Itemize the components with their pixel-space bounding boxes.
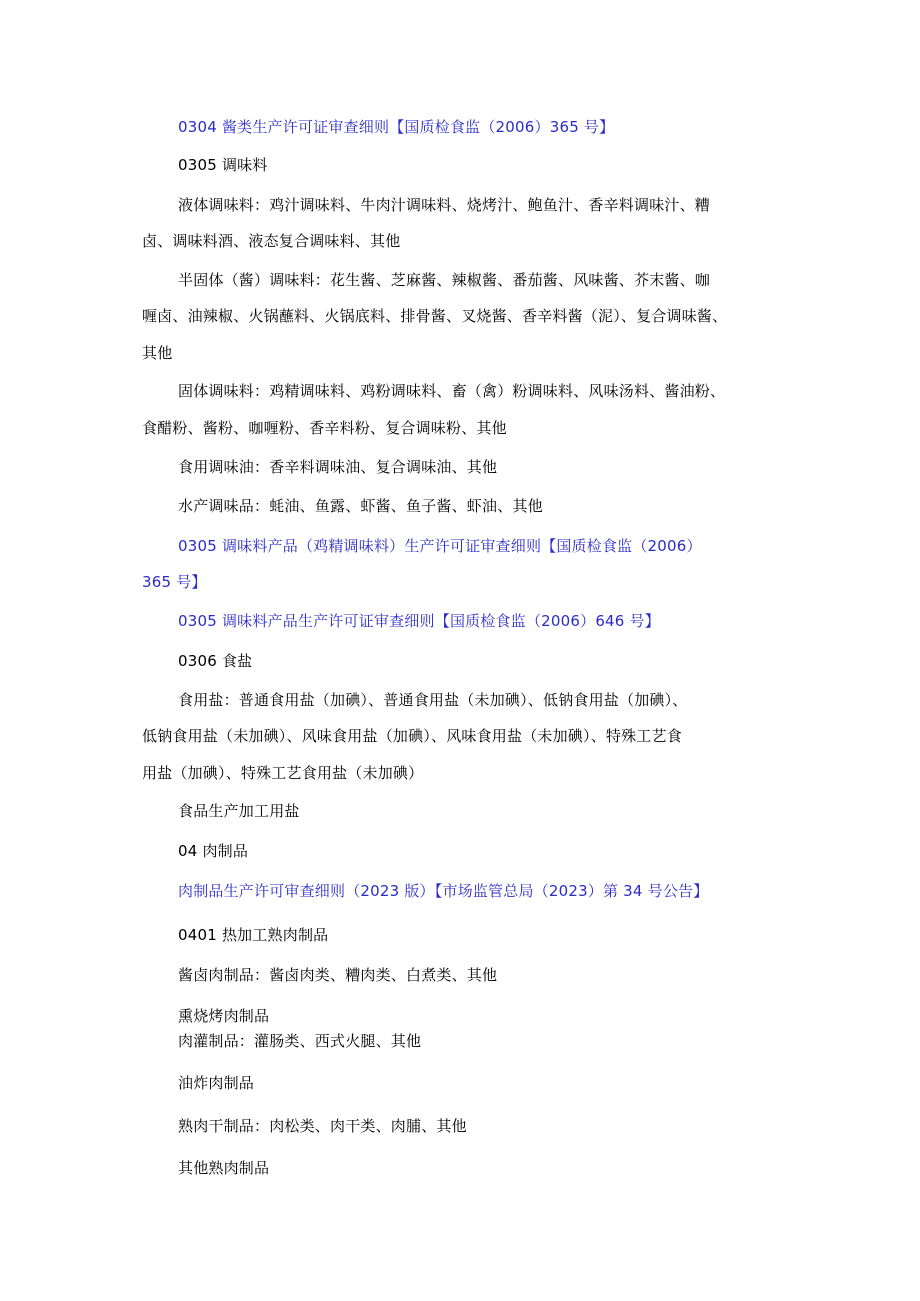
text-processing-salt: 食品生产加工用盐 [178, 802, 300, 820]
link-meat-products-rules[interactable]: 肉制品生产许可审查细则（2023 版）【市场监管总局（2023）第 34 号公告】 [178, 882, 709, 900]
text-semisolid-seasoning-cont: 喱卤、油辣椒、火锅蘸料、火锅底料、排骨酱、叉烧酱、香辛料酱（泥）、复合调味酱、 [142, 307, 728, 325]
text-semisolid-seasoning-end: 其他 [142, 344, 173, 362]
text-dried-meat: 熟肉干制品：肉松类、肉干类、肉脯、其他 [178, 1117, 467, 1135]
heading-0306-salt: 0306 食盐 [178, 652, 253, 670]
text-liquid-seasoning: 液体调味料：鸡汁调味料、牛肉汁调味料、烧烤汁、鲍鱼汁、香辛料调味汁、糟 [178, 196, 711, 214]
text-semisolid-seasoning: 半固体（酱）调味料：花生酱、芝麻酱、辣椒酱、番茄酱、风味酱、芥末酱、咖 [178, 271, 711, 289]
text-braised-meat: 酱卤肉制品：酱卤肉类、糟肉类、白煮类、其他 [178, 966, 498, 984]
text-solid-seasoning-cont: 食醋粉、酱粉、咖喱粉、香辛料粉、复合调味粉、其他 [142, 419, 507, 437]
text-smoked-roasted-meat: 熏烧烤肉制品 [178, 1007, 270, 1025]
link-0305-chicken-essence-rules[interactable]: 0305 调味料产品（鸡精调味料）生产许可证审查细则【国质检食监（2006） [178, 537, 702, 555]
link-0305-chicken-essence-rules-cont[interactable]: 365 号】 [142, 573, 207, 591]
link-0305-seasoning-rules[interactable]: 0305 调味料产品生产许可证审查细则【国质检食监（2006）646 号】 [178, 612, 660, 630]
text-edible-salt: 食用盐：普通食用盐（加碘）、普通食用盐（未加碘）、低钠食用盐（加碘）、 [178, 691, 688, 709]
text-seasoning-oil: 食用调味油：香辛料调味油、复合调味油、其他 [178, 458, 498, 476]
text-solid-seasoning: 固体调味料：鸡精调味料、鸡粉调味料、畜（禽）粉调味料、风味汤料、酱油粉、 [178, 382, 726, 400]
text-fried-meat: 油炸肉制品 [178, 1074, 255, 1092]
text-other-cooked-meat: 其他熟肉制品 [178, 1159, 270, 1177]
text-stuffed-meat: 肉灌制品：灌肠类、西式火腿、其他 [178, 1032, 422, 1050]
text-edible-salt-cont: 低钠食用盐（未加碘）、风味食用盐（加碘）、风味食用盐（未加碘）、特殊工艺食 [142, 727, 682, 745]
heading-04-meat-products: 04 肉制品 [178, 842, 249, 860]
heading-0401-cooked-meat: 0401 热加工熟肉制品 [178, 926, 329, 944]
text-aquatic-seasoning: 水产调味品：蚝油、鱼露、虾酱、鱼子酱、虾油、其他 [178, 497, 543, 515]
link-0304-sauce-rules[interactable]: 0304 酱类生产许可证审查细则【国质检食监（2006）365 号】 [178, 118, 615, 136]
heading-0305-seasoning: 0305 调味料 [178, 156, 268, 174]
text-edible-salt-end: 用盐（加碘）、特殊工艺食用盐（未加碘） [142, 764, 424, 782]
text-liquid-seasoning-cont: 卤、调味料酒、液态复合调味料、其他 [142, 232, 401, 250]
